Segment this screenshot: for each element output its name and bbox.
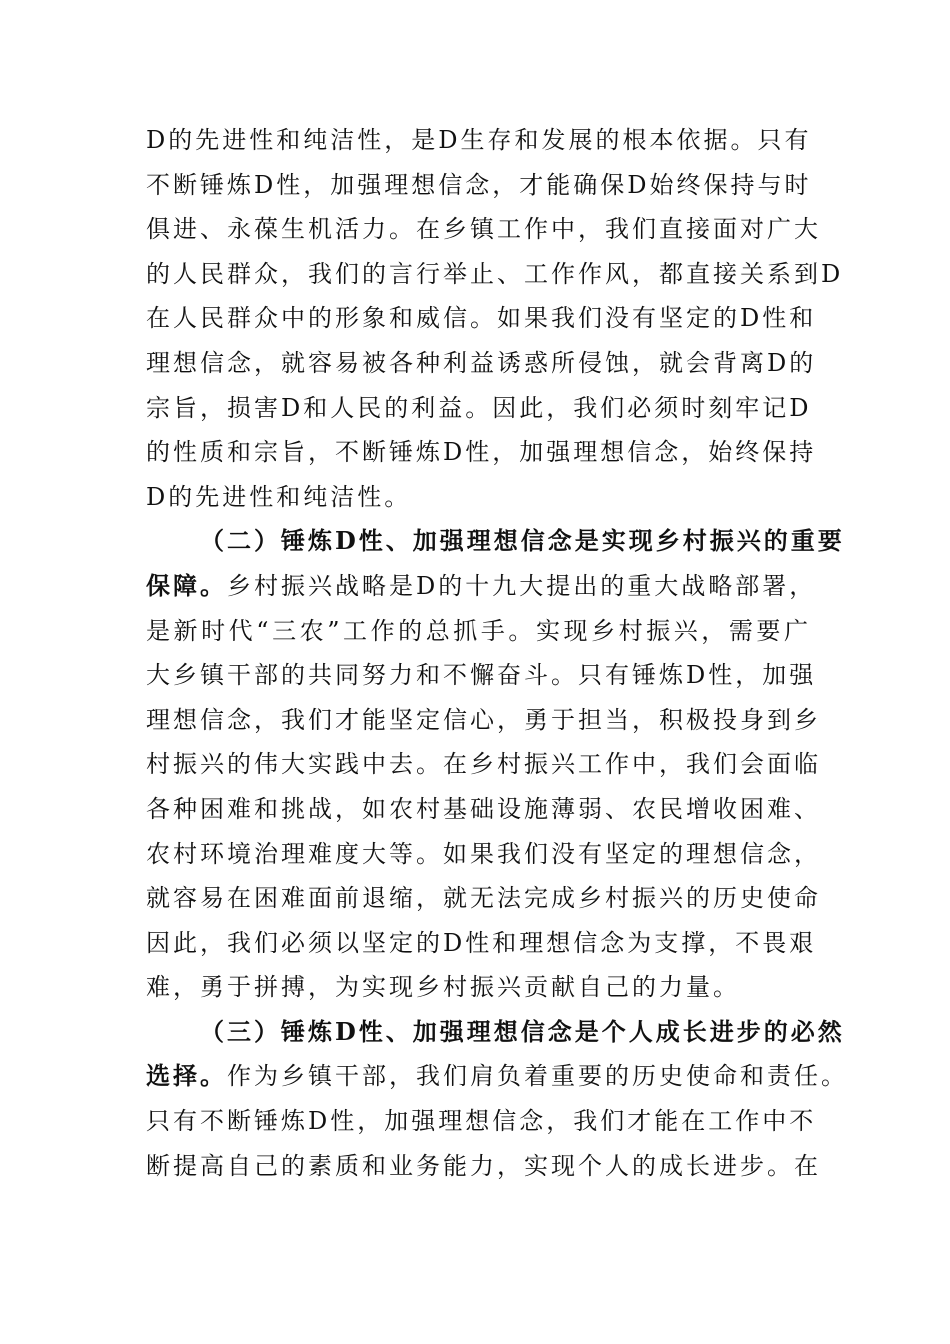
body-line: D的先进性和纯洁性。 — [146, 482, 412, 511]
body-line: 各种困难和挑战，如农村基础设施薄弱、农民增收困难、 — [146, 794, 821, 823]
section-heading-2: （二）锤炼D性、加强理想信念是实现乡村振兴的重要 — [200, 526, 845, 556]
body-line: 理想信念，我们才能坚定信心，勇于担当，积极投身到乡 — [146, 705, 821, 734]
body-line: 的人民群众，我们的言行举止、工作作风，都直接关系到D — [146, 259, 844, 288]
body-line: 不断锤炼D性，加强理想信念，才能确保D始终保持与时 — [146, 170, 812, 199]
section-heading-3: （三）锤炼D性、加强理想信念是个人成长进步的必然 — [200, 1016, 845, 1046]
body-line: 理想信念，就容易被各种利益诱惑所侵蚀，就会背离D的 — [146, 348, 817, 377]
body-line: 村振兴的伟大实践中去。在乡村振兴工作中，我们会面临 — [146, 750, 821, 779]
body-line: 因此，我们必须以坚定的D性和理想信念为支撑，不畏艰 — [146, 928, 817, 957]
body-line: 断提高自己的素质和业务能力，实现个人的成长进步。在 — [146, 1151, 821, 1180]
document-body — [146, 118, 848, 1188]
section-heading-2-end: 保障。 — [146, 570, 227, 600]
body-line: 是新时代“三农”工作的总抓手。实现乡村振兴，需要广 — [146, 616, 811, 645]
body-line: 俱进、永葆生机活力。在乡镇工作中，我们直接面对广大 — [146, 215, 821, 244]
body-line — [146, 1054, 848, 1099]
body-line: 只有不断锤炼D性，加强理想信念，我们才能在工作中不 — [146, 1107, 817, 1136]
body-line: 宗旨，损害D和人民的利益。因此，我们必须时刻牢记D — [146, 393, 812, 422]
body-text: 乡村振兴战略是D的十九大提出的重大战略部署， — [227, 571, 817, 600]
section-heading-3-end: 选择。 — [146, 1061, 227, 1091]
body-text: 作为乡镇干部，我们肩负着重要的历史使命和责任。 — [227, 1062, 848, 1091]
body-line: 难，勇于拼搏，为实现乡村振兴贡献自己的力量。 — [146, 973, 740, 1002]
body-line: 就容易在困难面前退缩，就无法完成乡村振兴的历史使命 — [146, 884, 821, 913]
body-line: 的性质和宗旨，不断锤炼D性，加强理想信念，始终保持 — [146, 438, 817, 467]
body-line: 农村环境治理难度大等。如果我们没有坚定的理想信念， — [146, 839, 821, 868]
body-line — [146, 564, 817, 609]
body-line: D的先进性和纯洁性，是D生存和发展的根本依据。只有 — [146, 126, 812, 154]
body-line: 大乡镇干部的共同努力和不懈奋斗。只有锤炼D性，加强 — [146, 661, 817, 690]
body-line: 在人民群众中的形象和威信。如果我们没有坚定的D性和 — [146, 304, 817, 333]
